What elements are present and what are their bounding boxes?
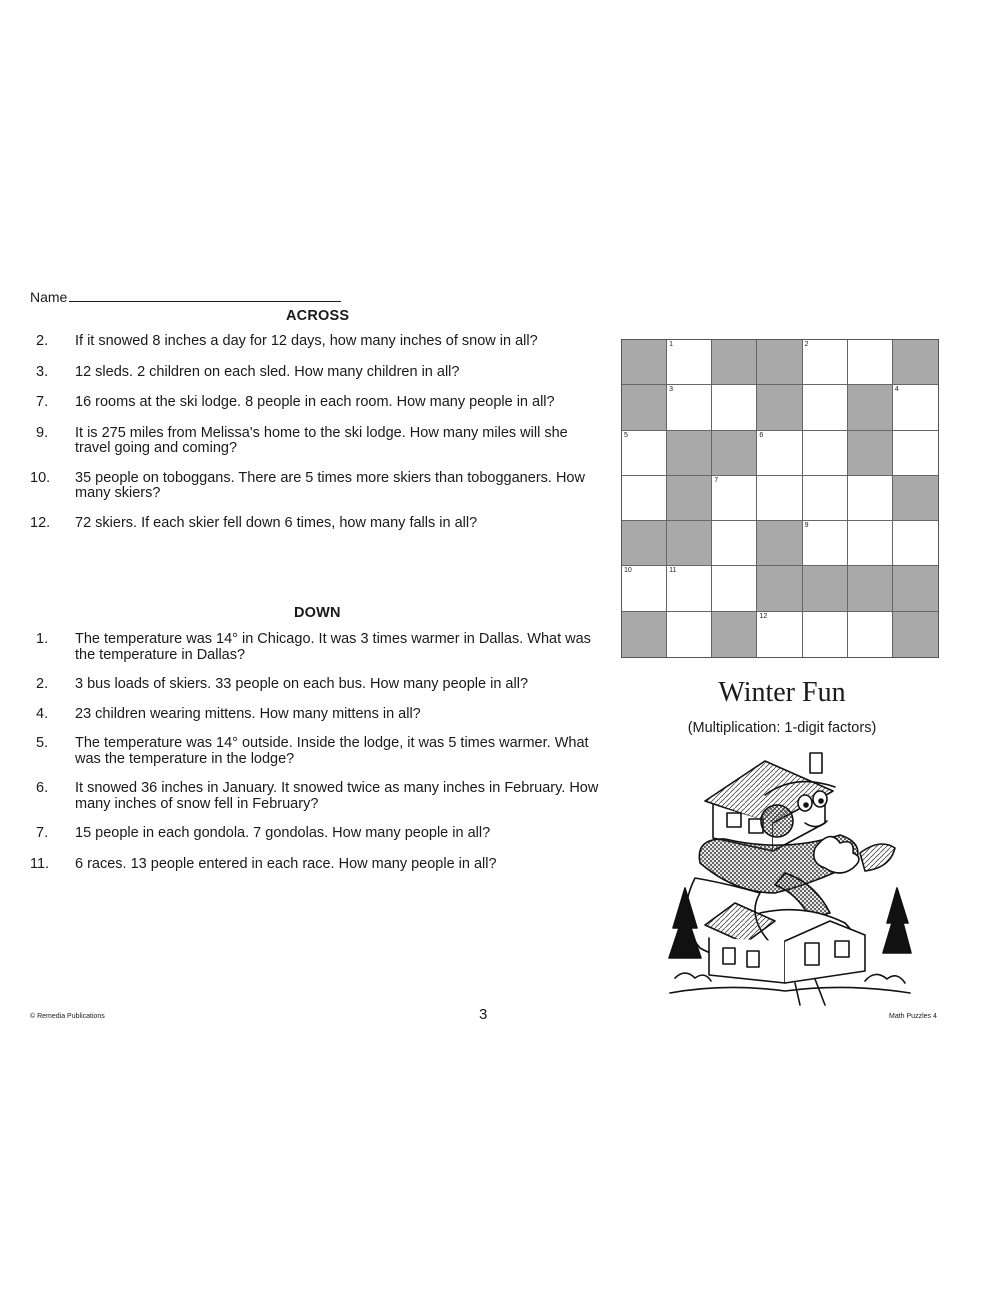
clue-text: 3 bus loads of skiers. 33 people on each bus. How many people in all? (75, 676, 529, 692)
grid-answer-cell[interactable] (667, 340, 712, 385)
grid-block (622, 612, 667, 657)
grid-answer-cell[interactable] (893, 385, 938, 430)
grid-block (712, 612, 757, 657)
clue-text: 72 skiers. If each skier fell down 6 times, how many falls in all? (75, 514, 478, 531)
grid-block (667, 431, 712, 476)
grid-block (667, 476, 712, 521)
grid-answer-cell[interactable] (757, 612, 802, 657)
clue-number: 9. (36, 424, 49, 441)
clue-number: 1. (36, 631, 49, 647)
grid-answer-cell[interactable] (622, 566, 667, 611)
down-clue (30, 857, 600, 873)
grid-answer-cell[interactable] (848, 521, 893, 566)
clue-number: 2. (36, 676, 49, 692)
across-clue (30, 426, 600, 457)
grid-clue-number: 10 (624, 567, 632, 575)
grid-block (667, 521, 712, 566)
grid-block (712, 431, 757, 476)
name-field (30, 289, 341, 305)
clue-text: 35 people on toboggans. There are 5 times more skiers than tobogganers. How many skiers? (75, 469, 585, 501)
grid-block (848, 566, 893, 611)
grid-clue-number: 7 (714, 476, 719, 484)
grid-block (622, 521, 667, 566)
down-clue (30, 781, 600, 812)
grid-answer-cell[interactable] (893, 521, 938, 566)
clue-text: The temperature was 14° in Chicago. It was 3 times warmer in Dallas. What was the temperature in Dallas? (75, 631, 591, 663)
clue-text: If it snowed 8 inches a day for 12 days, how many inches of snow in all? (75, 333, 538, 349)
across-clue (30, 334, 600, 350)
clue-number: 4. (36, 705, 49, 722)
grid-answer-cell[interactable] (848, 612, 893, 657)
puzzle-subtitle: (Multiplication: 1-digit factors) (687, 720, 877, 736)
grid-answer-cell[interactable] (803, 431, 848, 476)
grid-answer-cell[interactable] (712, 521, 757, 566)
grid-block (622, 385, 667, 430)
grid-block (757, 566, 802, 611)
grid-clue-number: 6 (759, 431, 764, 439)
clue-text: 16 rooms at the ski lodge. 8 people in each room. How many people in all? (75, 394, 555, 410)
clue-text: It snowed 36 inches in January. It snowed twice as many inches in February. How many inches of snow fell in February? (75, 780, 599, 812)
across-clue (30, 395, 600, 411)
grid-clue-number: 9 (804, 522, 809, 530)
grid-answer-cell[interactable] (622, 476, 667, 521)
grid-clue-number: 4 (894, 386, 899, 394)
grid-clue-number: 5 (624, 431, 628, 439)
clue-number: 11. (30, 855, 50, 872)
grid-answer-cell[interactable] (712, 566, 757, 611)
clue-number: 6. (36, 780, 49, 796)
clue-number: 12. (30, 514, 51, 531)
clue-text: 12 sleds. 2 children on each sled. How many children in all? (75, 363, 460, 380)
grid-block (893, 476, 938, 521)
grid-answer-cell[interactable] (757, 476, 802, 521)
clue-text: 6 races. 13 people entered in each race. How many people in all? (75, 855, 497, 872)
grid-answer-cell[interactable] (667, 385, 712, 430)
clue-text: The temperature was 14° outside. Inside the lodge, it was 5 times warmer. What was the temperature in the lodge? (75, 735, 589, 767)
grid-answer-cell[interactable] (622, 431, 667, 476)
grid-clue-number: 2 (804, 341, 809, 348)
grid-answer-cell[interactable] (803, 340, 848, 385)
clue-number: 10. (30, 469, 51, 486)
grid-answer-cell[interactable] (712, 476, 757, 521)
grid-block (893, 612, 938, 657)
clue-text: It is 275 miles from Melissa's home to the ski lodge. How many miles will she travel going and coming? (75, 424, 568, 456)
grid-block (757, 385, 802, 430)
grid-answer-cell[interactable] (803, 612, 848, 657)
footer-book-title: Math Puzzles 4 (889, 1013, 937, 1020)
puzzle-title: Winter Fun (718, 677, 846, 708)
grid-clue-number: 1 (669, 341, 674, 348)
grid-block (893, 340, 938, 385)
grid-answer-cell[interactable] (803, 476, 848, 521)
snowman-house-illustration (665, 743, 915, 1008)
across-heading: ACROSS (286, 308, 350, 324)
clue-text: 15 people in each gondola. 7 gondolas. How many people in all? (75, 825, 491, 841)
grid-answer-cell[interactable] (893, 431, 938, 476)
grid-answer-cell[interactable] (848, 340, 893, 385)
grid-answer-cell[interactable] (667, 612, 712, 657)
across-clue (30, 471, 600, 502)
grid-answer-cell[interactable] (803, 521, 848, 566)
grid-block (893, 566, 938, 611)
down-clue (30, 677, 600, 693)
grid-clue-number: 11 (669, 567, 677, 575)
grid-answer-cell[interactable] (848, 476, 893, 521)
down-clue (30, 826, 600, 842)
grid-answer-cell[interactable] (803, 385, 848, 430)
grid-block (622, 340, 667, 385)
down-clue (30, 707, 600, 723)
grid-block (848, 385, 893, 430)
clue-number: 7. (36, 394, 49, 410)
name-blank-line (69, 289, 341, 302)
grid-clue-number: 3 (669, 386, 674, 394)
clue-number: 2. (36, 333, 49, 349)
name-label: Name (30, 289, 68, 305)
across-clue (30, 365, 600, 381)
clue-number: 3. (36, 363, 49, 380)
across-clue-list (30, 334, 600, 531)
clue-number: 7. (36, 825, 49, 841)
page-number: 3 (479, 1006, 488, 1023)
grid-answer-cell[interactable] (757, 431, 802, 476)
down-clue (30, 736, 600, 767)
grid-block (757, 340, 802, 385)
down-clue-list (30, 632, 600, 872)
grid-clue-number: 12 (759, 612, 768, 620)
grid-answer-cell[interactable] (667, 566, 712, 611)
down-clue (30, 632, 600, 663)
grid-block (848, 431, 893, 476)
clue-text: 23 children wearing mittens. How many mittens in all? (75, 705, 421, 722)
crossword-grid (621, 339, 939, 658)
grid-block (757, 521, 802, 566)
grid-block (803, 566, 848, 611)
grid-block (712, 340, 757, 385)
across-clue (30, 516, 600, 532)
footer-publisher: © Remedia Publications (30, 1013, 105, 1020)
clue-number: 5. (36, 735, 49, 751)
down-heading: DOWN (294, 605, 341, 621)
grid-answer-cell[interactable] (712, 385, 757, 430)
